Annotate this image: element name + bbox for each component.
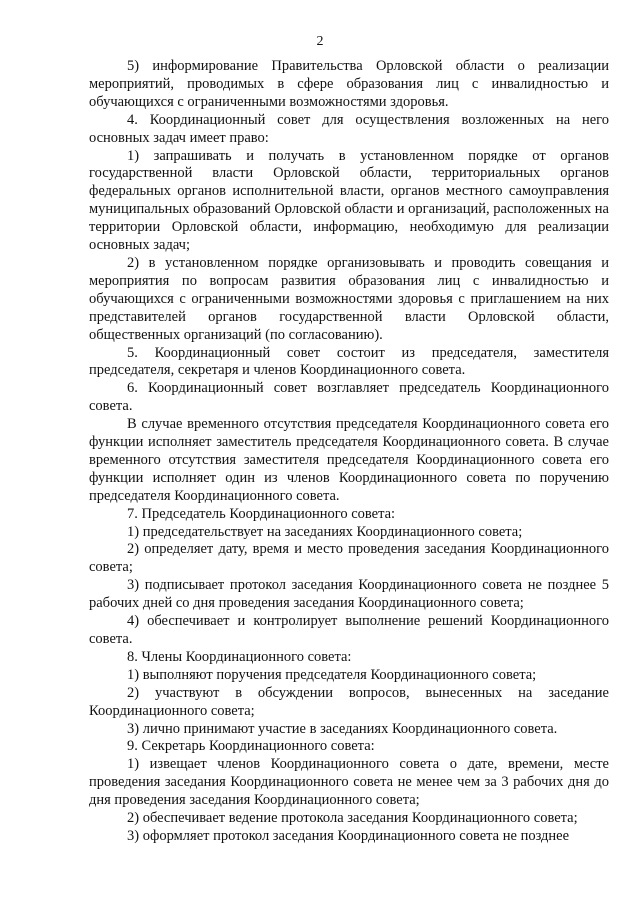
paragraph: 2) определяет дату, время и место проведения заседания Координационного совета;	[89, 541, 609, 576]
paragraph: 3) лично принимают участие в заседаниях Координационного совета.	[127, 720, 558, 737]
paragraph: 3) подписывает протокол заседания Координационного совета не позднее 5 рабочих дней со дня проведения заседания Координационного совета;	[89, 577, 609, 612]
paragraph: 1) запрашивать и получать в установленном порядке от органов государственной власти Орловской области, территориальных органов федеральных органов исполнительной власти, органов местного самоуправления муниципальных образований Орловской области и организаций, расположенных на территории Орловской области, информацию, необходимую для реализации основных задач;	[89, 147, 609, 254]
paragraph: 5) информирование Правительства Орловской области о реализации мероприятий, проводимых в сфере образования лиц с инвалидностью и обучающихся с ограниченными возможностями здоровья.	[89, 58, 609, 110]
paragraph: 1) извещает членов Координационного совета о дате, времени, месте проведения заседания Координационного совета не менее чем за 3 рабочих дня до дня проведения заседания Координационного совета;	[89, 756, 609, 809]
paragraph: 4. Координационный совет для осуществления возложенных на него основных задач имеет право:	[89, 111, 609, 146]
document-body	[89, 58, 609, 846]
paragraph: 1) выполняют поручения председателя Координационного совета;	[127, 666, 537, 683]
paragraph: 1) председательствует на заседаниях Координационного совета;	[127, 523, 523, 540]
paragraph: 2) обеспечивает ведение протокола заседания Координационного совета;	[127, 810, 578, 827]
paragraph: 2) участвуют в обсуждении вопросов, вынесенных на заседание Координационного совета;	[89, 684, 609, 719]
paragraph: 2) в установленном порядке организовывать и проводить совещания и мероприятия по вопросам развития образования лиц с инвалидностью и обучающихся с ограниченными возможностями здоровья с приглашением на них представителей органов государственной власти Орловской области, общественных организаций (по согласованию).	[89, 254, 609, 343]
paragraph: 4) обеспечивает и контролирует выполнение решений Координационного совета.	[89, 613, 609, 647]
paragraph: 5. Координационный совет состоит из председателя, заместителя председателя, секретаря и членов Координационного совета.	[89, 344, 609, 379]
paragraph: 6. Координационный совет возглавляет председатель Координационного совета.	[89, 380, 609, 415]
paragraph: 9. Секретарь Координационного совета:	[127, 738, 375, 755]
page-number: 2	[316, 34, 324, 49]
paragraph: 7. Председатель Координационного совета:	[127, 505, 396, 522]
paragraph: 8. Члены Координационного совета:	[127, 648, 352, 665]
paragraph: 3) оформляет протокол заседания Координационного совета не позднее	[127, 827, 570, 844]
paragraph: В случае временного отсутствия председателя Координационного совета его функции исполняет заместитель председателя Координационного совета. В случае временного отсутствия заместителя председателя Координационного совета его функции исполняет один из членов Координационного совета по поручению председателя Координационного совета.	[89, 416, 609, 504]
